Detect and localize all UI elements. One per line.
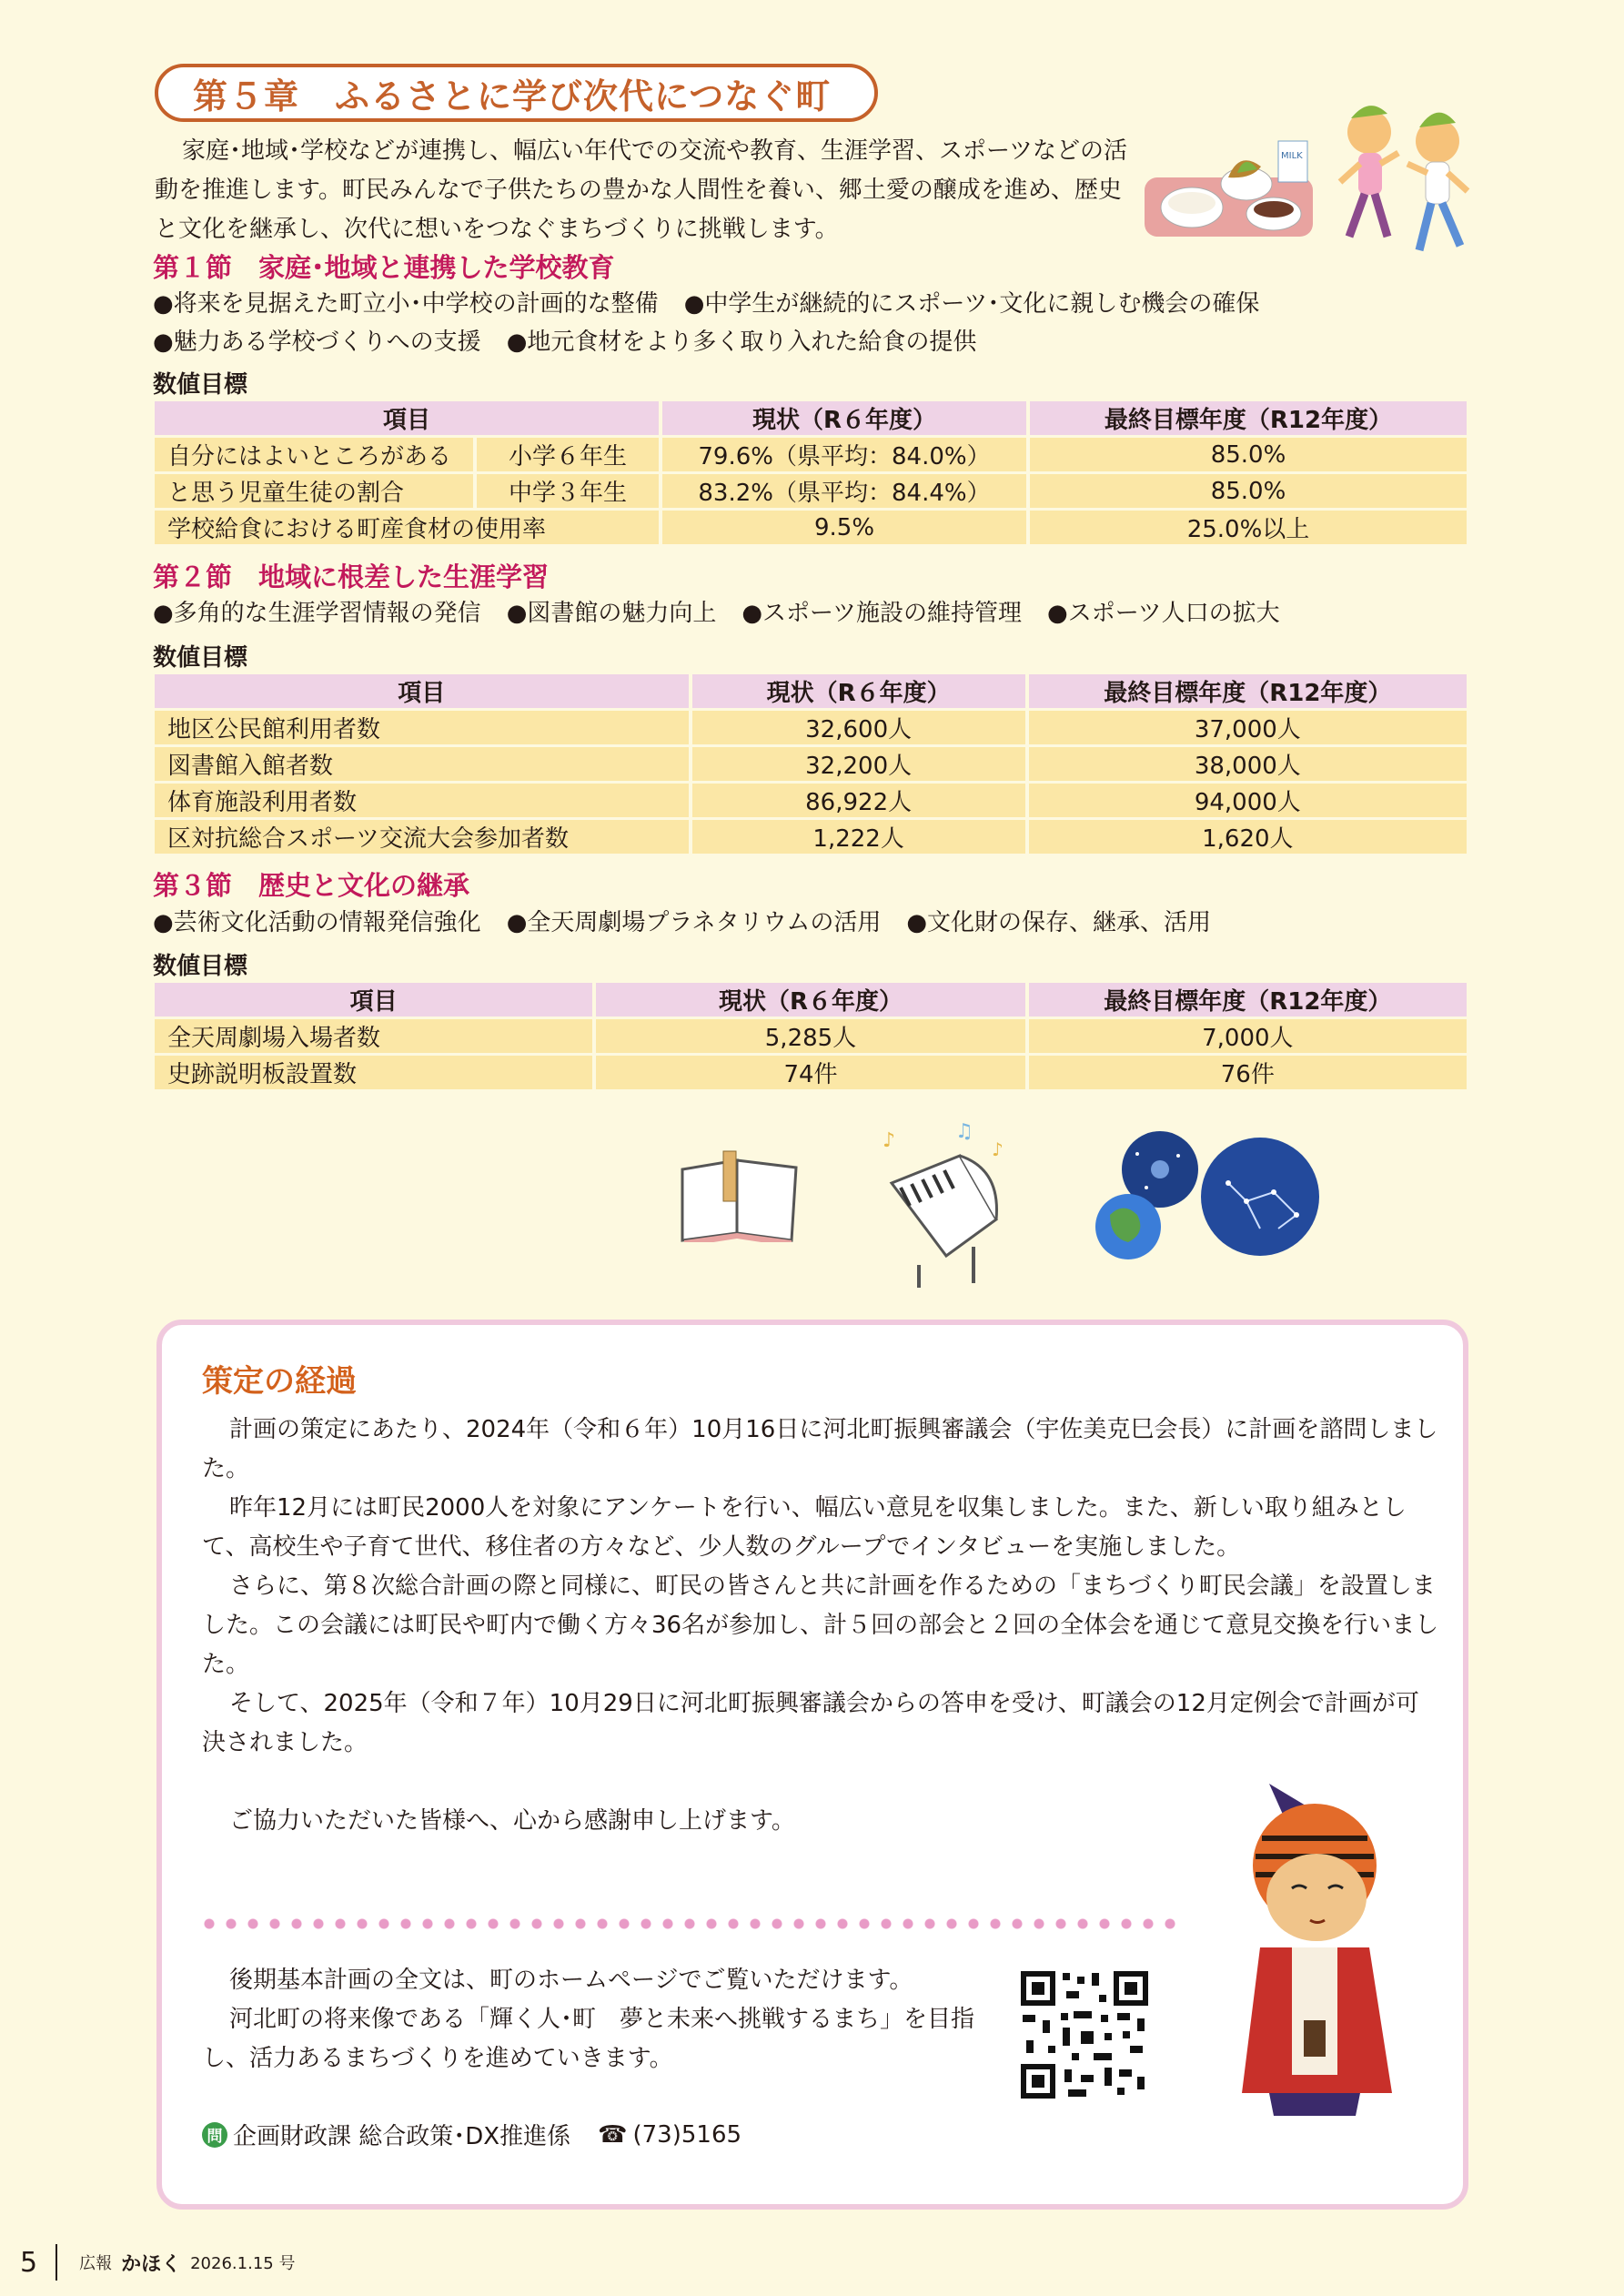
cell-item: 図書館入館者数 [155,747,689,781]
section-2-bullets [153,594,1472,632]
cell-item: 史跡説明板設置数 [155,1056,592,1089]
svg-text:♫: ♫ [955,1120,973,1143]
bullet: ●文化財の保存、継承、活用 [906,909,1212,936]
section-3-title: 第３節 歴史と文化の継承 [153,870,470,901]
cell-current: 86,922人 [692,784,1025,817]
cell-item: 自分にはよいところがある [155,438,473,471]
section-1-table [151,399,1470,547]
page-footer [20,2244,295,2281]
cell-current: 9.5% [662,511,1026,544]
cell-target: 1,620人 [1029,820,1467,854]
numeric-target-label: 数値目標 [153,371,248,399]
school-lunch-illustration [1137,137,1319,241]
table-row [155,1056,1467,1089]
table-header: 項目 [155,401,659,435]
svg-text:♪: ♪ [883,1129,896,1152]
bullet: ●芸術文化活動の情報発信強化 [153,909,481,936]
svg-text:♪: ♪ [992,1138,1004,1160]
footer-divider [55,2244,57,2281]
cell-target: 25.0%以上 [1030,511,1467,544]
magazine-prefix: 広報 [79,2254,113,2273]
bullet: ●スポーツ人口の拡大 [1047,600,1280,627]
contact-phone[interactable]: (73)5165 [632,2120,742,2149]
cell-target: 76件 [1029,1056,1467,1089]
table-header: 項目 [155,674,689,708]
homepage-note [202,1961,1003,2079]
section-2-title: 第２節 地域に根差した生涯学習 [153,561,550,592]
contact-line [202,2118,741,2151]
homepage-paragraph: 後期基本計画の全文は、町のホームページでご覧いただけます。 [229,1967,913,1994]
cell-target: 85.0% [1030,474,1467,508]
cell-sub: 中学３年生 [477,474,659,508]
bullet: ●地元食材をより多く取り入れた給食の提供 [506,329,977,356]
homepage-paragraph: 河北町の将来像である「輝く人･町 夢と未来へ挑戦するまち」を目指し、活力あるまちづくりを進めていきます。 [202,2006,975,2072]
table-row [155,511,1467,544]
inquiry-icon: 問 [202,2122,227,2148]
phone-icon: ☎ [598,2120,628,2149]
process-paragraph: そして、2025年（令和７年）10月29日に河北町振興審議会からの答申を受け、町議会の12月定例会で計画が可決されました。 [202,1690,1419,1756]
chapter-title: 第５章 ふるさとに学び次代につなぐ町 [155,64,878,122]
cell-sub: 小学６年生 [477,438,659,471]
planetarium-icon [1092,1128,1328,1265]
table-header: 最終目標年度（R12年度） [1029,674,1467,708]
cell-current: 83.2%（県平均：84.4%） [662,474,1026,508]
bullet: ●将来を見据えた町立小･中学校の計画的な整備 [153,290,659,318]
table-header: 現状（R６年度） [596,983,1024,1017]
table-header: 最終目標年度（R12年度） [1029,983,1467,1017]
dotted-divider [198,1917,1181,1930]
running-children-illustration [1324,100,1483,268]
chapter-intro: 家庭･地域･学校などが連携し、幅広い年代での交流や教育、生涯学習、スポーツなどの活動を推進します。町民みんなで子供たちの豊かな人間性を養い、郷土愛の醸成を進め、歴史と文化を継承し、次代に想いをつなぐまちづくりに挑戦します。 [155,137,1127,243]
cell-item: 体育施設利用者数 [155,784,689,817]
cell-current: 32,200人 [692,747,1025,781]
process-paragraph: ご協力いただいた皆様へ、心から感謝申し上げます。 [229,1807,795,1835]
cell-item: 区対抗総合スポーツ交流大会参加者数 [155,820,689,854]
piano-icon [873,1119,1010,1292]
process-title: 策定の経過 [202,1363,357,1400]
cell-item: 学校給食における町産食材の使用率 [155,511,659,544]
bullet: ●スポーツ施設の維持管理 [741,600,1023,627]
table-row [155,474,1467,508]
bullet: ●魅力ある学校づくりへの支援 [153,329,481,356]
table-row [155,747,1467,781]
cell-target: 7,000人 [1029,1019,1467,1053]
process-paragraph: 計画の策定にあたり、2024年（令和６年）10月16日に河北町振興審議会（宇佐美克巳会長）に計画を諮問しました。 [202,1416,1438,1482]
section-1-title: 第１節 家庭･地域と連携した学校教育 [153,252,615,283]
cell-target: 37,000人 [1029,711,1467,744]
cell-current: 1,222人 [692,820,1025,854]
mascot-illustration [1205,1775,1424,2120]
cell-current: 32,600人 [692,711,1025,744]
table-row [155,1019,1467,1053]
cell-item: 地区公民館利用者数 [155,711,689,744]
bullet: ●図書館の魅力向上 [506,600,717,627]
bullet: ●多角的な生涯学習情報の発信 [153,600,481,627]
cell-current: 5,285人 [596,1019,1024,1053]
table-header: 最終目標年度（R12年度） [1030,401,1467,435]
cell-current: 74件 [596,1056,1024,1089]
table-header: 項目 [155,983,592,1017]
section-1-bullets [153,285,1472,361]
section-2-table [151,672,1470,856]
cell-target: 85.0% [1030,438,1467,471]
book-icon [673,1142,805,1242]
cell-current: 79.6%（県平均：84.0%） [662,438,1026,471]
milk-label: MILK [1281,151,1303,161]
table-row [155,711,1467,744]
cell-target: 94,000人 [1029,784,1467,817]
cell-item: 全天周劇場入場者数 [155,1019,592,1053]
section-3-bullets [153,904,1472,942]
page-number: 5 [20,2246,38,2279]
numeric-target-label: 数値目標 [153,644,248,672]
issue-date: 2026.1.15 号 [190,2254,296,2273]
contact-department: 企画財政課 総合政策･DX推進係 [233,2123,571,2150]
table-row [155,438,1467,471]
numeric-target-label: 数値目標 [153,953,248,980]
cell-target: 38,000人 [1029,747,1467,781]
bullet: ●中学生が継続的にスポーツ･文化に親しむ機会の確保 [683,290,1260,318]
table-row [155,784,1467,817]
section-3-table [151,980,1470,1092]
qr-code[interactable] [1017,1967,1152,2102]
table-row [155,820,1467,854]
magazine-name: かほく [121,2252,182,2276]
table-header: 現状（R６年度） [692,674,1025,708]
process-paragraph: 昨年12月には町民2000人を対象にアンケートを行い、幅広い意見を収集しました。また、新しい取り組みとして、高校生や子育て世代、移住者の方々など、少人数のグループでインタビューを実施しました。 [202,1494,1407,1561]
table-header: 現状（R６年度） [662,401,1026,435]
cell-item: と思う児童生徒の割合 [155,474,473,508]
process-paragraph: さらに、第８次総合計画の際と同様に、町民の皆さんと共に計画を作るための「まちづくり町民会議」を設置しました。この会議には町民や町内で働く方々36名が参加し、計５回の部会と２回の全体会を通じて意見交換を行いました。 [202,1573,1439,1678]
bullet: ●全天周劇場プラネタリウムの活用 [506,909,882,936]
